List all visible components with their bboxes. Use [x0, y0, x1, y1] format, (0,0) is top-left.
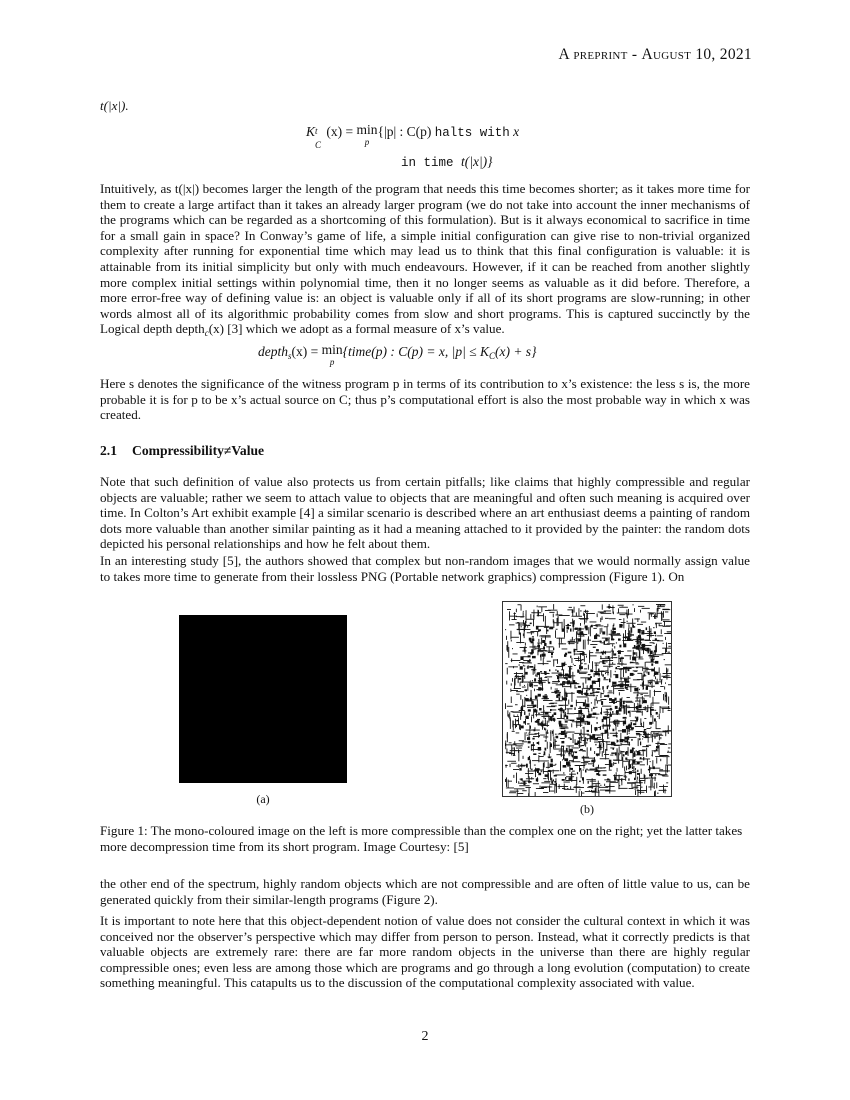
eq2-min: min p	[321, 342, 343, 367]
figure-image-complex-circuit	[502, 601, 672, 797]
section-heading	[100, 443, 264, 459]
page-number: 2	[421, 1029, 429, 1044]
equation-kolmogorov-line2	[401, 154, 493, 170]
equation-logical-depth	[258, 344, 536, 368]
para4-text: In an interesting study [5], the authors showed that complex but non-random images that we would normally assign value to takes more time to generate from their lossless PNG (Portable network graphics) compression (Figure 1). On	[100, 553, 750, 584]
eq1-lhs-sub: C	[315, 140, 322, 150]
paragraph-logical-depth	[100, 181, 750, 339]
para1-tail: (x) [3] which we adopt as a formal measure of x’s value.	[208, 321, 505, 337]
eq2-body-sub: C	[488, 351, 495, 361]
eq1-body: {|p| : C(p)	[377, 124, 435, 139]
running-header	[559, 46, 752, 64]
eq1-line2-math: t(|x|)}	[461, 154, 493, 169]
figure-label-a: (a)	[256, 792, 270, 806]
figure-image-mono-black	[179, 615, 347, 783]
para3-text: Note that such definition of value also protects us from certain pitfalls; like claims that highly compressible and regular objects are valuable; rather we seem to attach value to objects that are meaningful and often such meaning is acquired over time. In Colton’s Art exhibit example [4] a similar scenario is described where an art enthusiast deems a painting of random dots more valuable than another similar painting as it had a meaning attached to it provided by the painter: the random dots depicted his personal relationships and how he felt about them.	[100, 474, 750, 552]
eq2-lhs: depth	[258, 344, 288, 359]
header-separator: -	[627, 46, 642, 63]
para1-text: Intuitively, as t(|x|) becomes larger the length of the program that needs this time becomes shorter; as it takes more time for them to create a large artifact than it takes an already larger program (we do not take into account the inner mechanisms of the programs which can be regarded as a shortcoming of this formulation). But is it always economical to sacrifice in time for a small gain in space? In Conway’s game of life, a simple initial configuration can give rise to non-trivial organized complexity after running for exponential time which may lead us to think that this final configuration is valuable: it is attainable from its initial simplicity but only with much endeavours. However, if it can be reached from another slightly more complex initial settings within polynomial time, then it no longer seems as valuable as it did before. Therefore, a more error-free way of defining value is: an object is valuable only if all of its short programs are slow-running; in other words almost all of its algorithmic probability comes from slow and short programs. This is captured succinctly by the Logical depth depth	[100, 181, 750, 337]
figure-label-b: (b)	[580, 802, 594, 816]
paragraph-cultural-context	[100, 913, 750, 991]
header-prefix: A preprint	[558, 46, 628, 63]
eq1-lhs: K	[306, 124, 316, 139]
para5-text: the other end of the spectrum, highly random objects which are not compressible and are often of little value to us, can be generated quickly from their similar-length programs (Figure 2).	[100, 876, 750, 907]
eq1-min: min p	[356, 122, 378, 147]
eq2-body-tail: (x) + s}	[494, 344, 537, 359]
paragraph-pitfalls	[100, 474, 750, 552]
equation-kolmogorov-time-bounded	[306, 124, 519, 148]
section-number: 2.1	[100, 443, 117, 458]
eq2-body: {time(p) : C(p) = x, |p| ≤ K	[342, 344, 489, 359]
eq1-var-x: x	[509, 124, 520, 139]
eq1-lhs-sup: t	[315, 126, 318, 136]
paragraph-random-objects	[100, 876, 750, 907]
paragraph-png-study	[100, 553, 750, 584]
paragraph-significance	[100, 376, 750, 423]
para1-sub: c	[204, 328, 209, 339]
figure-caption: Figure 1: The mono-coloured image on the left is more compressible than the complex one on the right; yet the latter takes more decompression time from its short program. Image Courtesy: [5]	[100, 823, 743, 854]
intro-line: t(|x|).	[100, 98, 129, 113]
section-title: Compressibility≠Value	[132, 443, 265, 458]
eq1-halts: halts with	[434, 126, 510, 140]
eq1-lhs-arg: (x) =	[326, 124, 357, 139]
para6-text: It is important to note here that this object-dependent notion of value does not consider the cultural context in which it was conceived nor the observer’s perspective which may differ from person to person. Instead, what it correctly predicts is that valuable objects are extremely rare: there are far more random objects in the universe than there are highly regular compressible ones; even less are among those which are programs and go through a long evolution (computation) to create something meaningful. This catapults us to the discussion of the computational complexity associated with value.	[100, 913, 750, 991]
header-date: August 10, 2021	[641, 46, 752, 63]
para2-text: Here s denotes the significance of the witness program p in terms of its contribution to x’s existence: the less s is, the more probable it is for p to be x’s actual source on C; thus p’s computational effort is also the most probable way in which x was created.	[100, 376, 750, 423]
eq2-lhs-arg: (x) =	[291, 344, 322, 359]
eq1-line2-mono: in time	[401, 156, 462, 170]
eq2-lhs-sub: s	[288, 351, 292, 361]
